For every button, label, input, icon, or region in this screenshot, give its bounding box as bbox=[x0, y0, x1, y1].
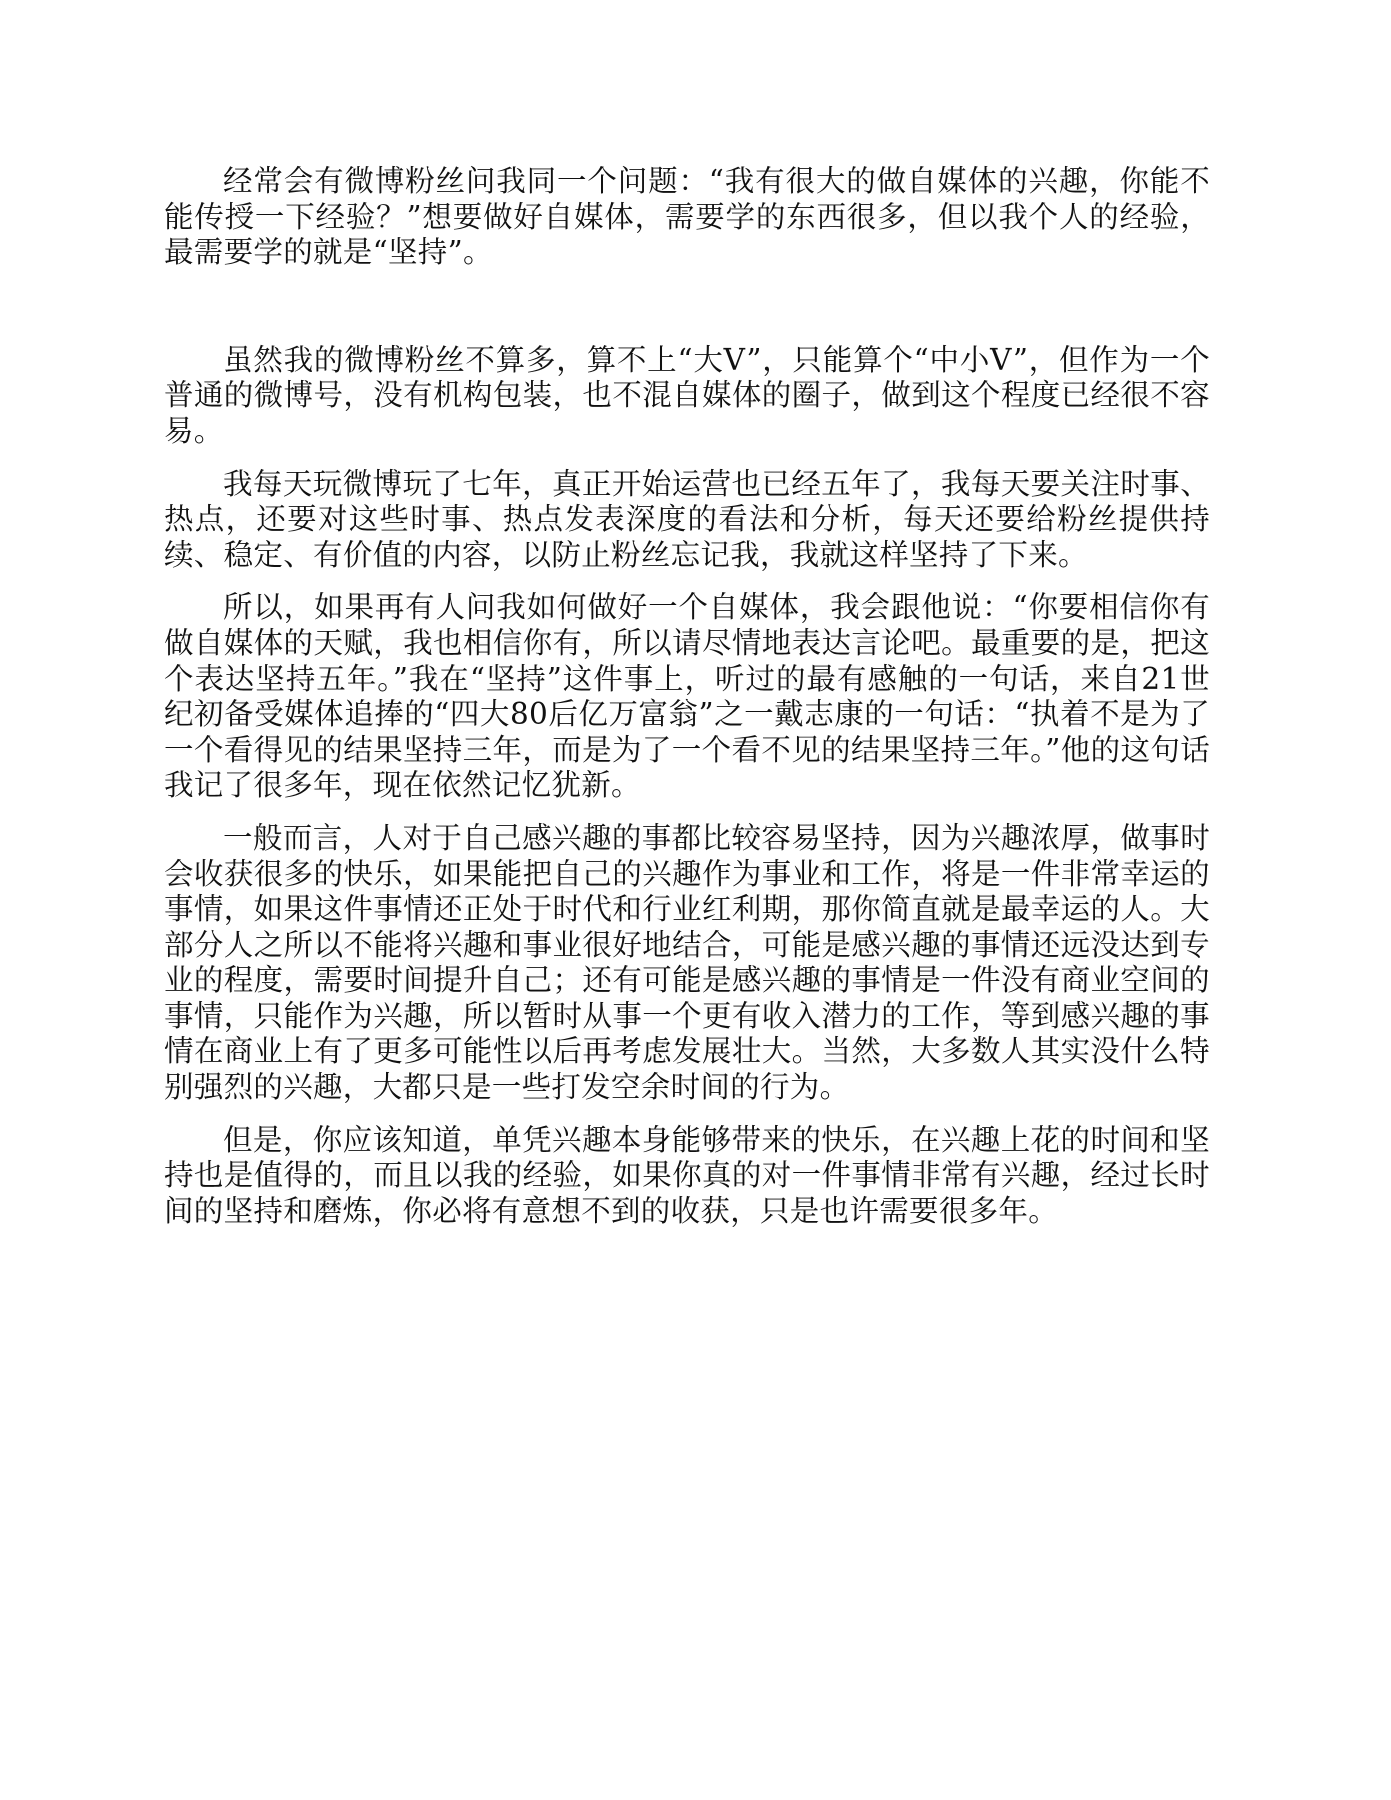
paragraph-1: 经常会有微博粉丝问我同一个问题：“我有很大的做自媒体的兴趣，你能不能传授一下经验？”想要做好自媒体，需要学的东西很多，但以我个人的经验，最需要学的就是“坚持”。 bbox=[164, 164, 1210, 270]
paragraph-3: 我每天玩微博玩了七年，真正开始运营也已经五年了，我每天要关注时事、热点，还要对这些时事、热点发表深度的看法和分析，每天还要给粉丝提供持续、稳定、有价值的内容，以防止粉丝忘记我，我就这样坚持了下来。 bbox=[164, 466, 1210, 572]
paragraph-4: 所以，如果再有人问我如何做好一个自媒体，我会跟他说：“你要相信你有做自媒体的天赋，我也相信你有，所以请尽情地表达言论吧。最重要的是，把这个表达坚持五年。”我在“坚持”这件事上，听过的最有感触的一句话，来自21世纪初备受媒体追捧的“四大80后亿万富翁”之一戴志康的一句话：“执着不是为了一个看得见的结果坚持三年，而是为了一个看不见的结果坚持三年。”他的这句话我记了很多年，现在依然记忆犹新。 bbox=[164, 590, 1210, 803]
body-text bbox=[164, 164, 1210, 1246]
paragraph-2: 虽然我的微博粉丝不算多，算不上“大V”，只能算个“中小V”，但作为一个普通的微博号，没有机构包装，也不混自媒体的圈子，做到这个程度已经很不容易。 bbox=[164, 342, 1210, 448]
paragraph-5: 一般而言，人对于自己感兴趣的事都比较容易坚持，因为兴趣浓厚，做事时会收获很多的快乐，如果能把自己的兴趣作为事业和工作，将是一件非常幸运的事情，如果这件事情还正处于时代和行业红利期，那你简直就是最幸运的人。大部分人之所以不能将兴趣和事业很好地结合，可能是感兴趣的事情还远没达到专业的程度，需要时间提升自己；还有可能是感兴趣的事情是一件没有商业空间的事情，只能作为兴趣，所以暂时从事一个更有收入潜力的工作，等到感兴趣的事情在商业上有了更多可能性以后再考虑发展壮大。当然，大多数人其实没什么特别强烈的兴趣，大都只是一些打发空余时间的行为。 bbox=[164, 820, 1210, 1105]
paragraph-6: 但是，你应该知道，单凭兴趣本身能够带来的快乐，在兴趣上花的时间和坚持也是值得的，而且以我的经验，如果你真的对一件事情非常有兴趣，经过长时间的坚持和磨炼，你必将有意想不到的收获，只是也许需要很多年。 bbox=[164, 1122, 1210, 1228]
